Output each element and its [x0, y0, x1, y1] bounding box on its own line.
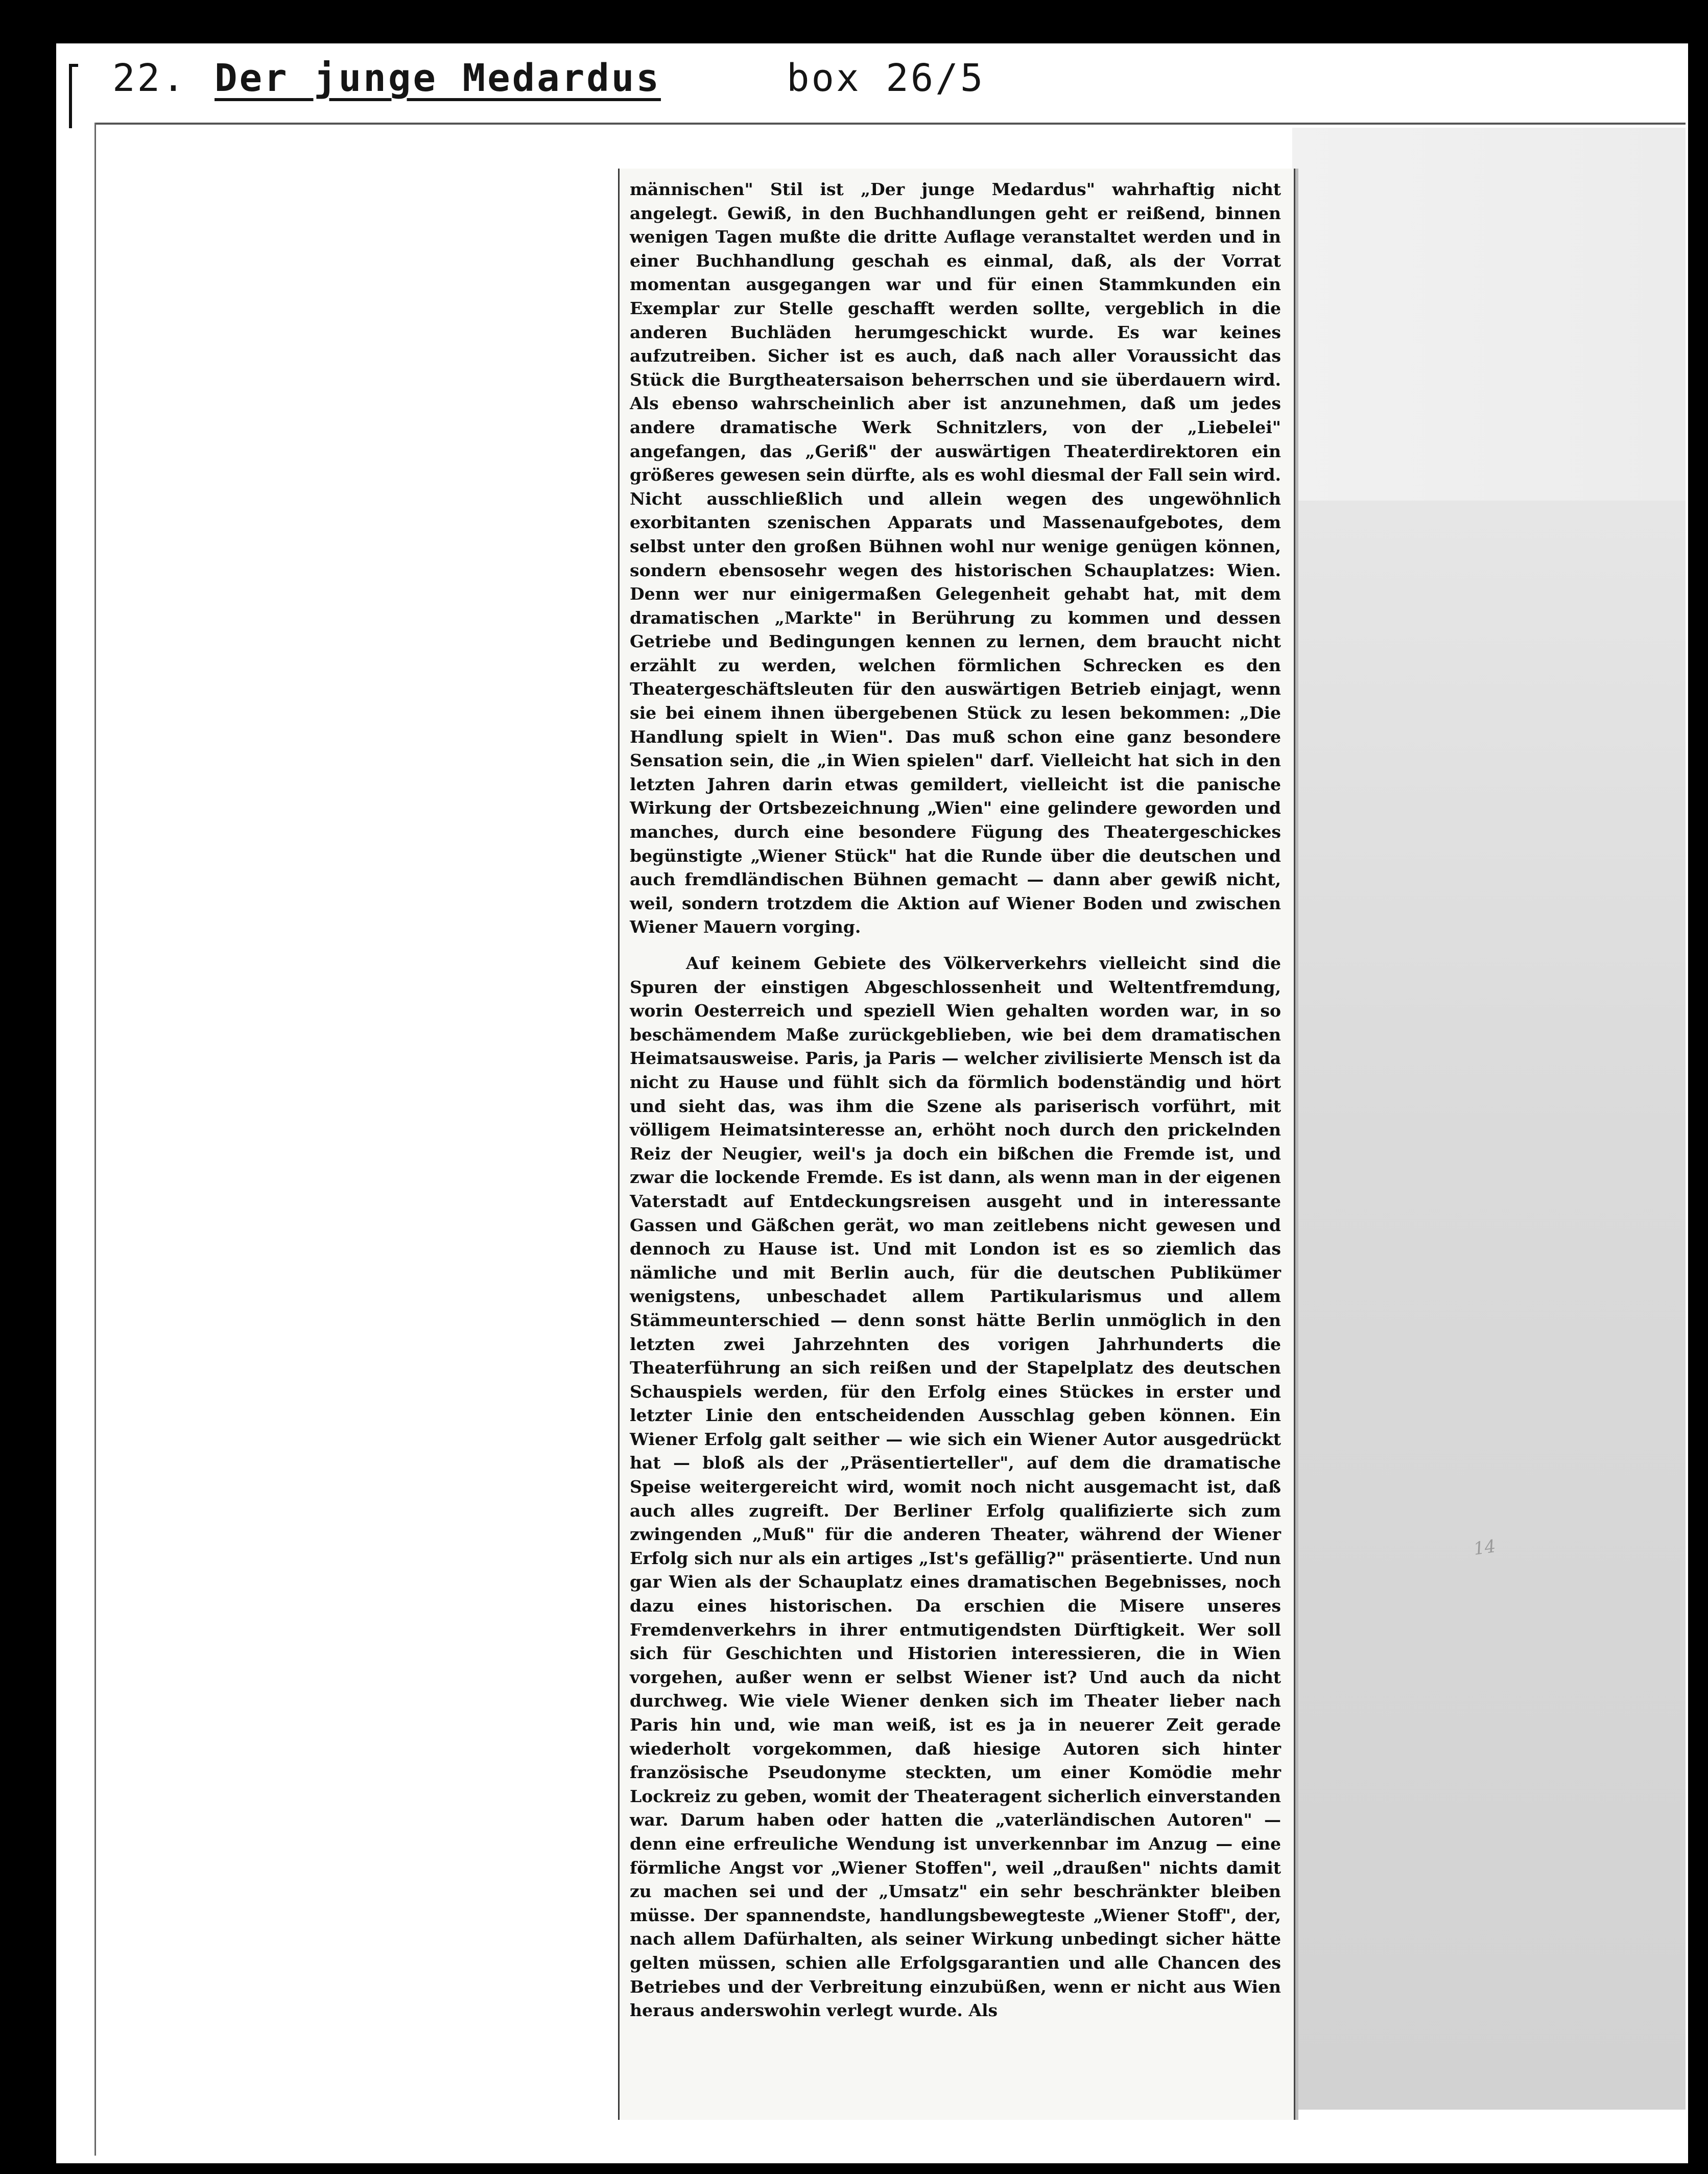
article-paragraph-2: Auf keinem Gebiete des Völkerverkehrs vielleicht sind die Spuren der einstigen Abgeschlossenheit und Weltentfremdung, worin Oesterreich und speziell Wien gehalten worden war, in so beschämendem Maße zurückgeblieben, wie bei dem dramatischen Heimatsausweise. Paris, ja Paris — welcher zivilisierte Mensch ist da nicht zu Hause und fühlt sich da förmlich bodenständig und hört und sieht das, was ihm die Szene als pariserisch vorführt, mit völligem Heimatsinteresse an, erhöht noch durch den prickelnden Reiz der Neugier, weil's ja doch ein bißchen die Fremde ist, und zwar die lockende Fremde. Es ist dann, als wenn man in der eigenen Vaterstadt auf Entdeckungsreisen ausgeht und in interessante Gassen und Gäßchen gerät, wo man zeitlebens nicht gewesen und dennoch zu Hause ist. Und mit London ist es so ziemlich das nämliche und mit Berlin auch, für die deutschen Publikümer wenigstens, unbeschadet allem Partikularismus und allem Stämmeunterschied — denn sonst hätte Berlin unmöglich in den letzten zwei Jahrzehnten des vorigen Jahrhunderts die Theaterführung an sich reißen und der Stapelplatz des deutschen Schauspiels werden, für den Erfolg eines Stückes in erster und letzter Linie den entscheidenden Ausschlag geben können. Ein Wiener Erfolg galt seither — wie sich ein Wiener Autor ausgedrückt hat — bloß als der „Präsentierteller", auf dem die dramatische Speise weitergereicht wird, womit noch nicht ausgemacht ist, daß auch alles zugreift. Der Berliner Erfolg qualifizierte sich zum zwingenden „Muß" für die anderen Theater, während der Wiener Erfolg sich nur als ein artiges „Ist's gefällig?" präsentierte. Und nun gar Wien als der Schauplatz eines dramatischen Begebnisses, noch dazu eines historischen. Da erschien die Misere unseres Fremdenverkehrs in ihrer entmutigendsten Dürftigkeit. Wer soll sich für Geschichten und Historien interessieren, die in Wien vorgehen, außer wenn er selbst Wiener ist? Und auch da nicht durchweg. Wie viele Wiener denken sich im Theater lieber nach Paris hin und, wie man weiß, ist es ja in neuerer Zeit gerade wiederholt vorgekommen, daß hiesige Autoren sich hinter französische Pseudonyme steckten, um einer Komödie mehr Lockreiz zu geben, womit der Theateragent sicherlich einverstanden war. Darum haben oder hatten die „vaterländischen Autoren" — denn eine erfreuliche Wendung ist unverkennbar im Anzug — eine förmliche Angst vor „Wiener Stoffen", weil „draußen" nichts damit zu machen sei und der „Umsatz" ein sehr beschränkter bleiben müsse. Der spannendste, handlungsbewegteste „Wiener Stoff", der, nach allem Dafürhalten, als seiner Wirkung unbedingt sicher hätte gelten müssen, schien alle Erfolgsgarantien und alle Chancen des Betriebes und der Verbreitung einzubüßen, wenn er nicht aus Wien heraus anderswohin verlegt wurde. Als [630, 953, 1281, 2021]
article-paragraph-1: männischen" Stil ist „Der junge Medardus" wahrhaftig nicht angelegt. Gewiß, in den Buchhandlungen geht er reißend, binnen wenigen Tagen mußte die dritte Auflage veranstaltet werden und in einer Buchhandlung geschah es einmal, daß, als der Vorrat momentan ausgegangen war und für einen Stammkunden ein Exemplar zur Stelle geschafft werden sollte, vergeblich in die anderen Buchläden herumgeschickt wurde. Es war keines aufzutreiben. Sicher ist es auch, daß nach aller Voraussicht das Stück die Burgtheatersaison beherrschen und sie überdauern wird. Als ebenso wahrscheinlich aber ist anzunehmen, daß um jedes andere dramatische Werk Schnitzlers, von der „Liebelei" angefangen, das „Geriß" der auswärtigen Theaterdirektoren ein größeres gewesen sein dürfte, als es wohl diesmal der Fall sein wird. Nicht ausschließlich und allein wegen des ungewöhnlich exorbitanten szenischen Apparats und Massenaufgebotes, dem selbst unter den großen Bühnen wohl nur wenige genügen können, sondern ebensosehr wegen des historischen Schauplatzes: Wien. Denn wer nur einigermaßen Gelegenheit gehabt hat, mit dem dramatischen „Markte" in Berührung zu kommen und dessen Getriebe und Bedingungen kennen zu lernen, dem braucht nicht erzählt zu werden, welchen förmlichen Schrecken es den Theatergeschäftsleuten für den auswärtigen Betrieb einjagt, wenn sie bei einem ihnen übergebenen Stück zu lesen bekommen: „Die Handlung spielt in Wien". Das muß schon eine ganz besondere Sensation sein, die „in Wien spielen" darf. Vielleicht hat sich in den letzten Jahren darin etwas gemildert, vielleicht ist die panische Wirkung der Ortsbezeichnung „Wien" eine gelindere geworden und manches, durch eine besondere Fügung des Theatergeschickes begünstigte „Wiener Stück" hat die Runde über die deutschen und auch fremdländischen Bühnen gemacht — dann aber gewiß nicht, weil, sondern trotzdem die Aktion auf Wiener Boden und zwischen Wiener Mauern vorging. [630, 179, 1281, 937]
work-title: Der junge Medardus [215, 56, 661, 100]
folder-number: 22. [112, 56, 187, 100]
box-label: box 26/5 [787, 56, 985, 100]
header-rule [94, 123, 1686, 125]
left-margin-rule [94, 123, 96, 2156]
background-shade [1292, 501, 1686, 2110]
article-text [630, 178, 1281, 2023]
margin-note: 14 [1472, 1536, 1497, 1559]
background-shade-top [1292, 128, 1686, 501]
corner-bracket [69, 64, 78, 128]
newspaper-clipping [618, 169, 1295, 2120]
